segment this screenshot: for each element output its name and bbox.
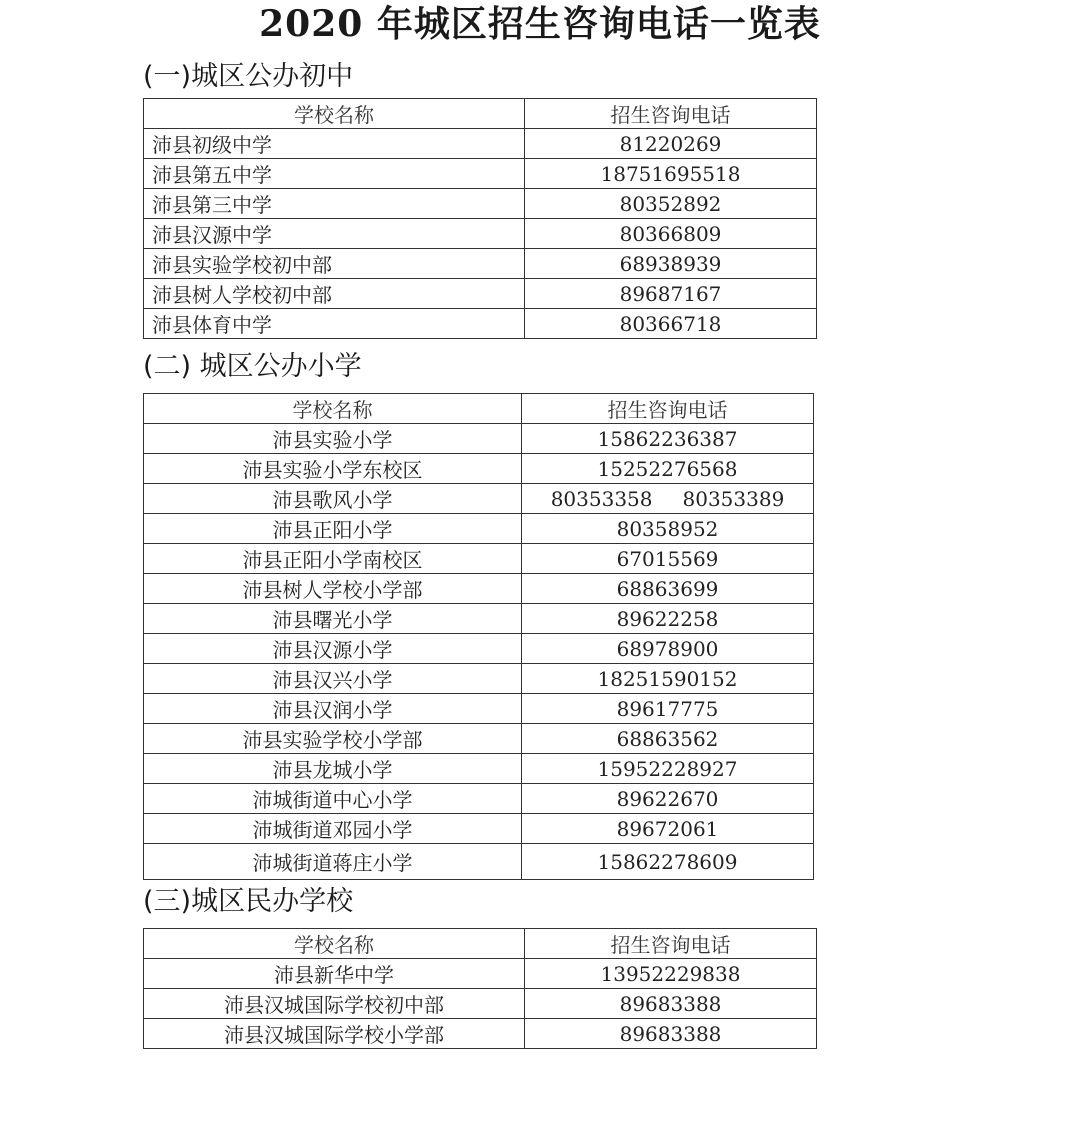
school-name-cell: 沛县汉城国际学校初中部 [144,989,525,1019]
table-row [144,309,817,339]
phone-cell: 89622670 [522,784,814,814]
table-header-row [144,929,817,959]
table-row [144,159,817,189]
section-heading-public-primary-schools: (二) 城区公办小学 [143,351,362,382]
table-header-row [144,394,814,424]
public-primary-schools-table [143,393,814,880]
table-row [144,814,814,844]
school-name-cell: 沛县树人学校初中部 [144,279,525,309]
table-row [144,484,814,514]
column-header-school-name: 学校名称 [144,394,522,424]
school-name-cell: 沛县第五中学 [144,159,525,189]
phone-cell: 68863562 [522,724,814,754]
school-name-cell: 沛县正阳小学南校区 [144,544,522,574]
phone-cell: 80366718 [525,309,817,339]
phone-cell: 89683388 [525,989,817,1019]
phone-cell: 67015569 [522,544,814,574]
column-header-phone: 招生咨询电话 [522,394,814,424]
school-name-cell: 沛县龙城小学 [144,754,522,784]
phone-cell: 89687167 [525,279,817,309]
private-schools-table [143,928,817,1049]
phone-number-secondary: 80353389 [682,486,785,511]
school-name-cell: 沛县实验学校初中部 [144,249,525,279]
phone-cell: 89622258 [522,604,814,634]
school-name-cell: 沛县实验小学 [144,424,522,454]
column-header-phone: 招生咨询电话 [525,929,817,959]
school-name-cell: 沛县初级中学 [144,129,525,159]
table-row [144,454,814,484]
phone-cell: 13952229838 [525,959,817,989]
school-name-cell: 沛县第三中学 [144,189,525,219]
table-row [144,989,817,1019]
school-name-cell: 沛县曙光小学 [144,604,522,634]
public-middle-schools-table [143,98,817,339]
phone-cell: 89617775 [522,694,814,724]
table-row [144,544,814,574]
phone-cell: 18251590152 [522,664,814,694]
table-row [144,249,817,279]
school-name-cell: 沛县汉源小学 [144,634,522,664]
table-row [144,784,814,814]
table-row [144,604,814,634]
section-heading-public-middle-schools: (一)城区公办初中 [143,61,354,92]
table-row [144,279,817,309]
table-row [144,844,814,880]
column-header-phone: 招生咨询电话 [525,99,817,129]
table-row [144,129,817,159]
phone-cell: 15862278609 [522,844,814,880]
table-row [144,574,814,604]
school-name-cell: 沛县体育中学 [144,309,525,339]
phone-cell: 80366809 [525,219,817,249]
table-row [144,1019,817,1049]
table-row [144,694,814,724]
table-header-row [144,99,817,129]
phone-cell: 68978900 [522,634,814,664]
school-name-cell: 沛县树人学校小学部 [144,574,522,604]
table-row [144,754,814,784]
school-name-cell: 沛县新华中学 [144,959,525,989]
phone-cell: 80352892 [525,189,817,219]
phone-cell: 15252276568 [522,454,814,484]
phone-cell: 80358952 [522,514,814,544]
phone-cell: 89672061 [522,814,814,844]
page-title: 2020 年城区招生咨询电话一览表 [259,3,821,45]
table-row [144,424,814,454]
table-row [144,664,814,694]
section-heading-private-schools: (三)城区民办学校 [143,886,354,917]
phone-cell: 15862236387 [522,424,814,454]
table-row [144,219,817,249]
table-row [144,634,814,664]
school-name-cell: 沛县实验学校小学部 [144,724,522,754]
table-row [144,189,817,219]
school-name-cell: 沛城街道蒋庄小学 [144,844,522,880]
school-name-cell: 沛城街道邓园小学 [144,814,522,844]
phone-cell: 15952228927 [522,754,814,784]
school-name-cell: 沛县汉源中学 [144,219,525,249]
school-name-cell: 沛县歌风小学 [144,484,522,514]
table-row [144,514,814,544]
table-row [144,959,817,989]
school-name-cell: 沛县汉城国际学校小学部 [144,1019,525,1049]
phone-cell: 68863699 [522,574,814,604]
phone-cell: 89683388 [525,1019,817,1049]
phone-number-primary: 80353358 [550,486,653,511]
school-name-cell: 沛城街道中心小学 [144,784,522,814]
school-name-cell: 沛县实验小学东校区 [144,454,522,484]
phone-cell: 81220269 [525,129,817,159]
column-header-school-name: 学校名称 [144,929,525,959]
phone-cell: 68938939 [525,249,817,279]
school-name-cell: 沛县汉润小学 [144,694,522,724]
phone-cell: 18751695518 [525,159,817,189]
table-row [144,724,814,754]
column-header-school-name: 学校名称 [144,99,525,129]
phone-cell [522,484,814,514]
school-name-cell: 沛县汉兴小学 [144,664,522,694]
school-name-cell: 沛县正阳小学 [144,514,522,544]
